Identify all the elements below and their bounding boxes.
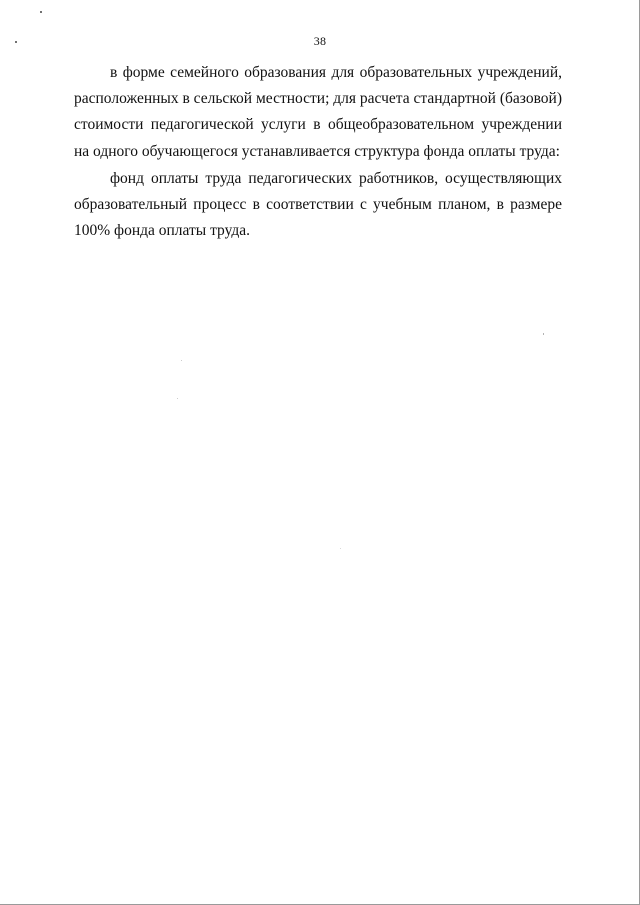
scan-speck xyxy=(543,333,544,335)
paragraph-payroll-fund: фонд оплаты труда педагогических работников, осуществляющих образовательный процесс в соответствии с учебным планом, в размере 100% фонда оплаты труда. xyxy=(74,169,562,240)
scan-speck xyxy=(40,11,42,13)
scan-speck xyxy=(177,398,178,399)
scan-speck xyxy=(181,360,182,361)
document-body xyxy=(74,60,562,244)
page-number: 38 xyxy=(313,34,327,48)
scan-speck xyxy=(340,548,341,549)
paragraph-structure-intro: в форме семейного образования для образовательных учреждений, расположенных в сельской местности; для расчета стандартной (базовой) стоимости педагогической услуги в общеобразовательном учреждении на одного обучающегося устанавливается структура фонда оплаты труда: xyxy=(74,64,562,160)
